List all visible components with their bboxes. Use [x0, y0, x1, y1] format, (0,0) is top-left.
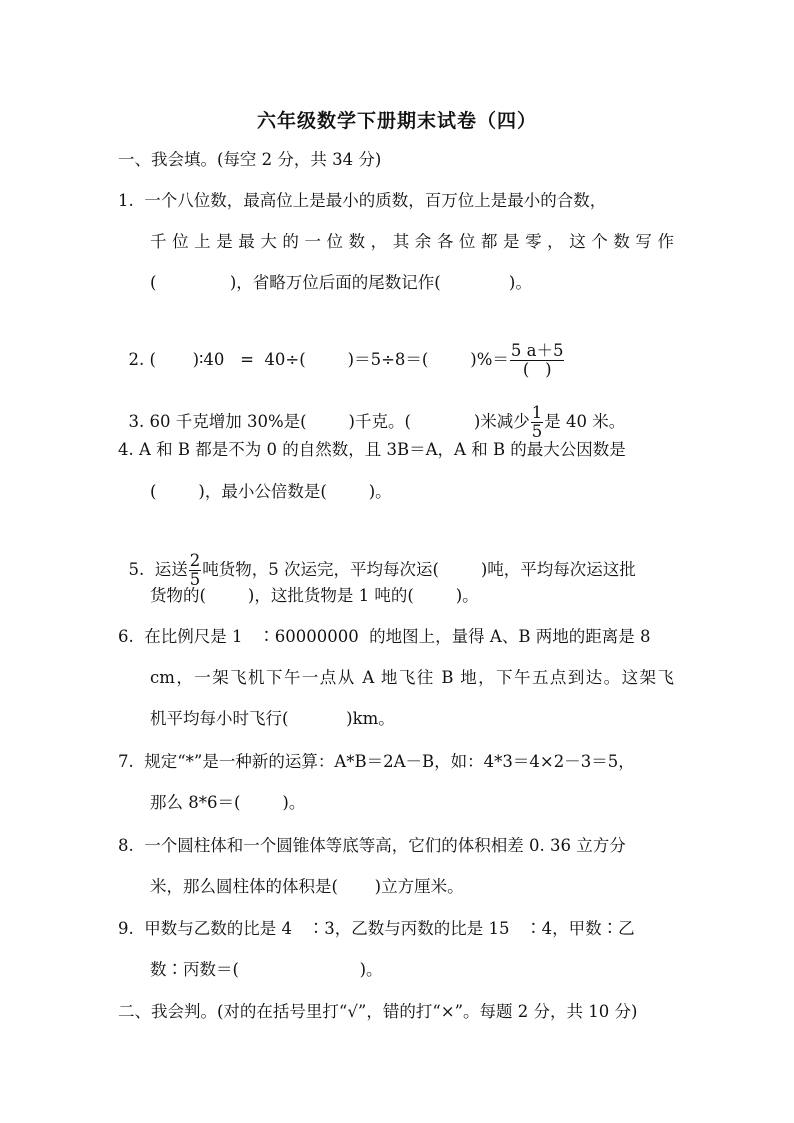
question-3-text-a: 3. 60 千克增加 30%是( )千克。( )米减少 — [128, 412, 530, 431]
question-7-line-2: 那么 8*6＝( )。 — [150, 793, 306, 812]
question-5-line-1 — [118, 532, 636, 589]
fraction-denominator: 5 — [189, 570, 201, 589]
question-6-line-2: cm，一架飞机下午一点从 A 地飞往 B 地，下午五点到达。这架飞 — [150, 668, 674, 687]
question-7-line-1: 7. 规定“*”是一种新的运算：A*B＝2A－B，如：4*3＝4×2－3＝5， — [118, 752, 635, 771]
question-5-text-b: 吨货物，5 次运完，平均每次运( )吨，平均每次运这批 — [202, 560, 636, 579]
question-9-line-2: 数∶丙数＝( )。 — [150, 960, 383, 979]
question-5-line-2: 货物的( )，这批货物是 1 吨的( )。 — [150, 586, 479, 605]
fraction-numerator: 1 — [531, 403, 543, 422]
question-5-fraction — [189, 552, 202, 589]
question-3 — [118, 384, 625, 441]
question-2 — [118, 322, 565, 379]
question-1-line-3: ( )，省略万位后面的尾数记作( )。 — [150, 273, 532, 292]
question-1-line-1: 1. 一个八位数，最高位上是最小的质数，百万位上是最小的合数， — [118, 191, 607, 210]
question-3-text-b: 是 40 米。 — [544, 412, 626, 431]
question-5-text-a: 5. 运送 — [128, 560, 188, 579]
question-4-line-1: 4. A 和 B 都是不为 0 的自然数，且 3B＝A，A 和 B 的最大公因数是 — [118, 440, 626, 459]
page-title: 六年级数学下册期末试卷（四） — [256, 110, 537, 132]
question-2-text: 2. ( )∶40 = 40÷( )＝5÷8＝( )%＝ — [128, 350, 509, 369]
fraction-denominator: 5 — [531, 422, 543, 441]
question-4-line-2: ( )，最小公倍数是( )。 — [150, 482, 392, 501]
fraction-denominator: ( ) — [522, 360, 552, 379]
section-1-heading: 一、我会填。(每空 2 分，共 34 分) — [118, 150, 382, 169]
question-8-line-2: 米，那么圆柱体的体积是( )立方厘米。 — [150, 877, 464, 896]
question-9-line-1: 9. 甲数与乙数的比是 4 ∶3，乙数与丙数的比是 15 ∶4，甲数∶乙 — [118, 919, 635, 938]
fraction-numerator: 5 a＋5 — [510, 341, 564, 360]
question-2-fraction — [510, 342, 565, 379]
fraction-numerator: 2 — [189, 551, 201, 570]
question-6-line-3: 机平均每小时飞行( )km。 — [150, 709, 395, 728]
question-6-line-1: 6. 在比例尺是 1 ∶60000000 的地图上，量得 A、B 两地的距离是 8 — [118, 627, 651, 646]
question-1-line-2: 千位上是最大的一位数，其余各位都是零，这个数写作 — [150, 232, 674, 251]
question-8-line-1: 8. 一个圆柱体和一个圆锥体等底等高，它们的体积相差 0. 36 立方分 — [118, 836, 626, 855]
section-2-heading: 二、我会判。(对的在括号里打“√”，错的打“×”。每题 2 分，共 10 分) — [118, 1002, 638, 1021]
question-3-fraction — [531, 404, 544, 441]
